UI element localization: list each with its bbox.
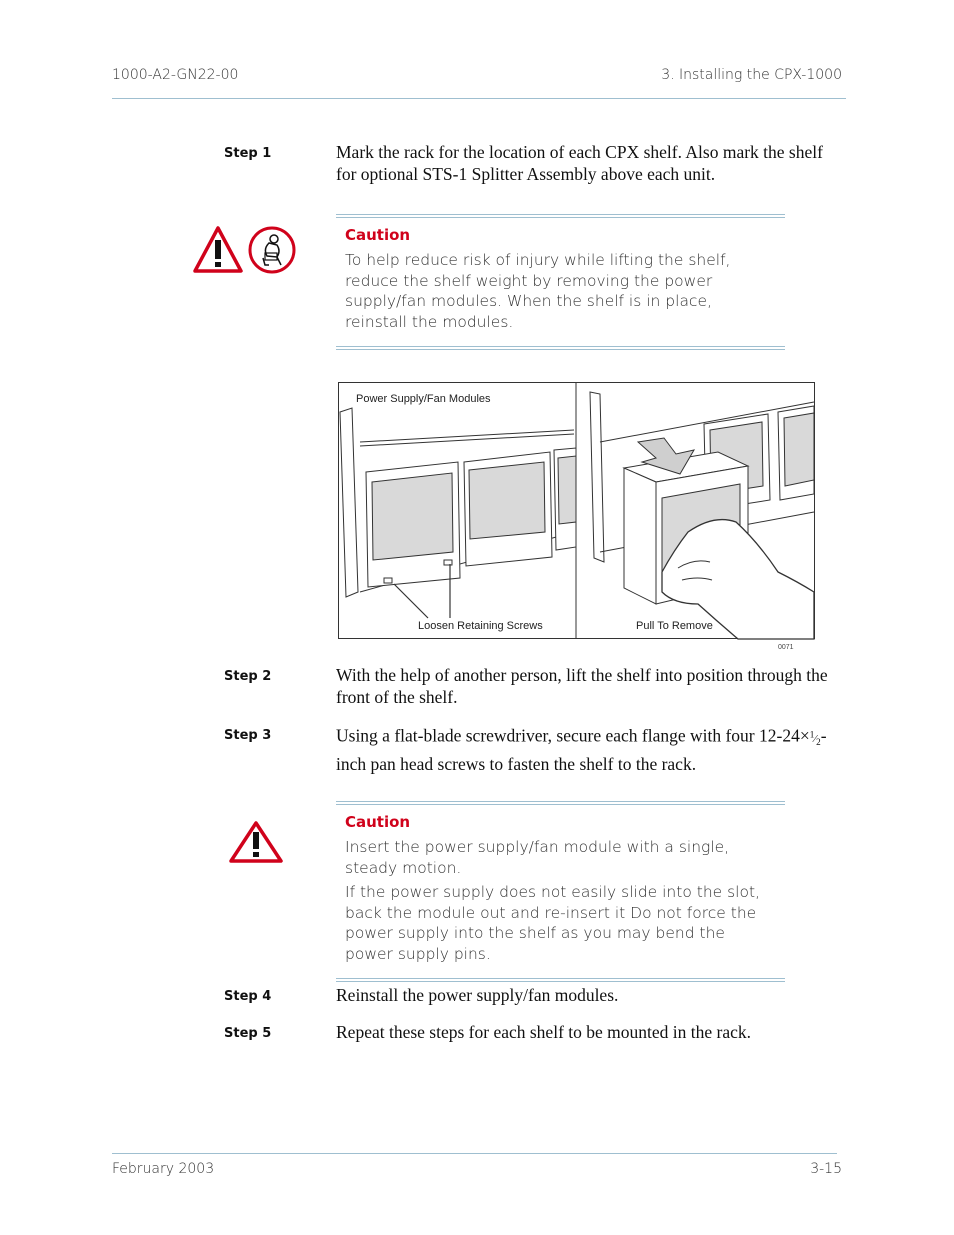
step-4-label: Step 4 [224, 989, 272, 1004]
caution-rule-bottom [336, 346, 785, 350]
figure-illustration [338, 382, 815, 652]
caution-title: Caution [345, 226, 411, 244]
figure-label-loosen: Loosen Retaining Screws [418, 620, 543, 632]
step-2-label: Step 2 [224, 669, 272, 684]
footer-rule [112, 1153, 837, 1154]
caution-rule-bottom [336, 978, 785, 982]
figure-label-modules: Power Supply/Fan Modules [356, 393, 491, 405]
step-1-text: Mark the rack for the location of each CPX shelf. Also mark the shelf for optional STS-1 Splitter Assembly above each unit. [336, 142, 823, 184]
caution-paragraph-1: Insert the power supply/fan module with a single, steady motion. [345, 838, 730, 877]
header-rule [112, 98, 846, 99]
figure-id: 0071 [778, 644, 794, 651]
caution-paragraph-2: If the power supply does not easily slide into the slot, back the module out and re-insert it Do not force the power supply into the shelf as you may bend the power supply pins. [345, 883, 760, 963]
step-5-text: Repeat these steps for each shelf to be mounted in the rack. [336, 1022, 751, 1042]
step-3-text-after: -inch pan head screws to fasten the shelf to the rack. [336, 725, 827, 774]
step-3-text-before: Using a flat-blade screwdriver, secure each flange with four 12-24× [336, 725, 810, 746]
step-3-text [336, 723, 846, 775]
fraction-numerator: 1 [809, 729, 815, 739]
step-1-label: Step 1 [224, 146, 272, 161]
caution-rule-top [336, 801, 785, 805]
caution-title: Caution [345, 813, 411, 831]
warning-triangle-icon [195, 228, 241, 271]
page-number: 3-15 [810, 1161, 842, 1177]
caution-rule-top [336, 214, 785, 218]
footer-date: February 2003 [112, 1161, 215, 1177]
caution-body: To help reduce risk of injury while lifting the shelf, reduce the shelf weight by removing the power supply/fan modules. When the shelf is in place, reinstall the modules. [345, 251, 731, 331]
heavy-lift-icon [250, 228, 294, 272]
step-5-label: Step 5 [224, 1026, 272, 1041]
step-3-label: Step 3 [224, 728, 272, 743]
caution-icons-1 [193, 225, 301, 275]
fraction-denominator: 2 [816, 736, 821, 747]
header-doc-id: 1000-A2-GN22-00 [112, 67, 239, 83]
warning-triangle-icon [229, 820, 285, 864]
step-2-text: With the help of another person, lift the shelf into position through the front of the shelf. [336, 665, 828, 707]
caution-body [345, 837, 775, 964]
caution-box-2 [336, 801, 785, 982]
figure-power-supply-removal [338, 382, 815, 651]
caution-box-1 [336, 214, 785, 350]
step-3-fraction: $^1⁄_2$ [809, 729, 821, 747]
figure-label-pull: Pull To Remove [636, 620, 713, 632]
step-4-text: Reinstall the power supply/fan modules. [336, 985, 619, 1005]
header-section: 3. Installing the CPX-1000 [661, 67, 842, 83]
